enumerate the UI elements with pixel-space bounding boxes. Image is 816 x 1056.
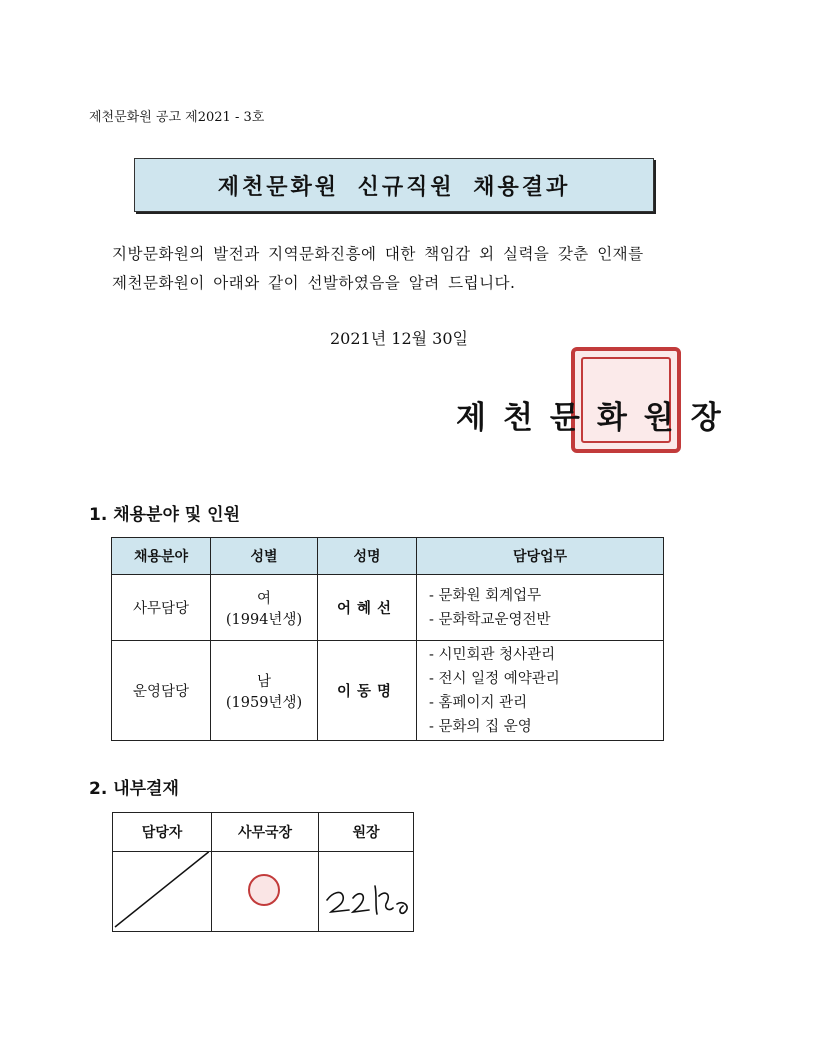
- diagonal-strike: [113, 852, 209, 929]
- row-gender: 남: [256, 673, 271, 690]
- intro-line-2: 제천문화원이 아래와 같이 선발하였음을 알려 드립니다.: [112, 274, 516, 292]
- approval-header-staff: 담당자: [113, 813, 212, 852]
- col-header-name: 성명: [318, 538, 417, 575]
- president-signature: [319, 852, 419, 929]
- section-hiring-heading: 1. 채용분야 및 인원: [89, 505, 240, 525]
- row-birth: (1959년생): [225, 694, 303, 711]
- row-gender-cell: [211, 641, 318, 741]
- approval-table: [112, 812, 414, 932]
- intro-line-1: 지방문화원의 발전과 지역문화진흥에 대한 책임감 외 실력을 갖춘 인재를: [112, 245, 644, 263]
- row-duties: [417, 575, 664, 641]
- hiring-table: [111, 537, 664, 741]
- duty-item: - 문화원 회계업무: [429, 587, 542, 604]
- approval-row: [113, 852, 414, 932]
- table-row: [112, 575, 664, 641]
- approval-header-president: 원장: [319, 813, 414, 852]
- page-title: [134, 158, 654, 212]
- duty-item: - 문화의 집 운영: [429, 718, 532, 735]
- duty-item: - 문화학교운영전반: [429, 611, 551, 628]
- director-seal: [248, 874, 280, 906]
- signer: 제천문화원장: [456, 400, 738, 436]
- col-header-duties: 담당업무: [417, 538, 664, 575]
- row-field: 운영담당: [112, 641, 211, 741]
- duty-item: - 홈페이지 관리: [429, 694, 528, 711]
- announcement-date: 2021년 12월 30일: [330, 329, 468, 348]
- col-header-field: 채용분야: [112, 538, 211, 575]
- row-duties: [417, 641, 664, 741]
- approval-header-row: [113, 813, 414, 852]
- approval-director-cell: [212, 852, 319, 932]
- row-gender: 여: [256, 590, 271, 607]
- col-header-gender: 성별: [211, 538, 318, 575]
- approval-staff-cell: [113, 852, 212, 932]
- table-header-row: [112, 538, 664, 575]
- section-approval-heading: 2. 내부결재: [89, 779, 179, 799]
- page-title-text: 제천문화원 신규직원 채용결과: [217, 174, 571, 200]
- row-name: 이동명: [318, 641, 417, 741]
- row-birth: (1994년생): [225, 611, 303, 628]
- row-field: 사무담당: [112, 575, 211, 641]
- approval-president-cell: [319, 852, 414, 932]
- approval-header-director: 사무국장: [212, 813, 319, 852]
- duty-item: - 시민회관 청사관리: [429, 646, 556, 663]
- row-name: 어혜선: [318, 575, 417, 641]
- table-row: [112, 641, 664, 741]
- row-gender-cell: [211, 575, 318, 641]
- duty-item: - 전시 일정 예약관리: [429, 670, 560, 687]
- notice-number: 제천문화원 공고 제2021 - 3호: [89, 110, 265, 125]
